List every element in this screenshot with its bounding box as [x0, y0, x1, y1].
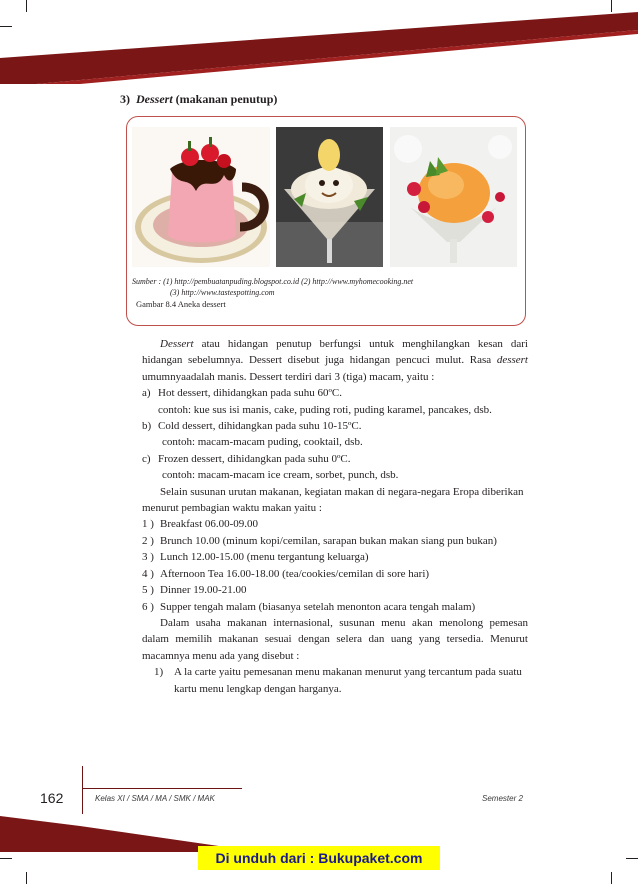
dessert-photo-sundae: [276, 127, 383, 267]
menu-intro-paragraph: Dalam usaha makanan internasional, susunan menu akan menolong pemesan dalam memilih makanan sesuai dengan selera dan uang yang tersedia. Menurut macamnya menu ada yang disebut :: [142, 616, 528, 662]
meal-time-item: 1 ) Breakfast 06.00-09.00: [142, 518, 259, 531]
meal-time-item: 3 ) Lunch 12.00-15.00 (menu tergantung keluarga): [142, 551, 369, 564]
dessert-type-item: a) Hot dessert, dihidangkan pada suhu 60ºC.: [142, 387, 342, 400]
dessert-photo-frozen: [390, 127, 517, 267]
page-number: 162: [40, 790, 64, 806]
semester-label: Semester 2: [482, 794, 523, 803]
dessert-photo-pudding: [132, 127, 270, 267]
dessert-type-item: b) Cold dessert, dihidangkan pada suhu 10-15ºC.: [142, 420, 362, 433]
crop-mark: [611, 872, 612, 884]
meal-time-item: 6 ) Supper tengah malam (biasanya setelah menonton acara tengah malam): [142, 600, 476, 613]
book-title: Kelas XI / SMA / MA / SMK / MAK: [95, 794, 215, 803]
section-heading: 3) Dessert (makanan penutup): [120, 92, 278, 106]
body-text: [142, 336, 528, 697]
header-decoration: [0, 0, 638, 84]
figure-caption: Gambar 8.4 Aneka dessert: [136, 299, 226, 309]
crop-mark: [626, 858, 638, 859]
footer-rule: [82, 788, 242, 789]
crop-mark: [0, 858, 12, 859]
dessert-type-example: contoh: macam-macam puding, cooktail, dsb.: [162, 436, 363, 449]
meal-time-item: 5 ) Dinner 19.00-21.00: [142, 584, 247, 597]
footer-divider: [82, 766, 83, 814]
menu-type-item: 1) A la carte yaitu pemesanan menu makanan menurut yang tercantum pada suatu kartu menu lengkap dengan harganya.: [154, 666, 522, 695]
dessert-type-item: c) Frozen dessert, dihidangkan pada suhu 0ºC.: [142, 452, 351, 465]
meal-time-item: 4 ) Afternoon Tea 16.00-18.00 (tea/cookies/cemilan di sore hari): [142, 567, 430, 580]
download-banner[interactable]: Di unduh dari : Bukupaket.com: [198, 846, 440, 870]
intro-paragraph: Dessert atau hidangan penutup berfungsi untuk menghilangkan kesan dari hidangan sebelumnya. Dessert disebut juga hidangan pencuci mulut. Rasa dessert umumnyaadalah manis. Dessert terdiri dari 3 (tiga) macam, yaitu :: [142, 338, 528, 383]
meal-intro-paragraph: Selain susunan urutan makanan, kegiatan makan di negara-negara Eropa diberikan menurut pembagian waktu makan yaitu :: [142, 485, 524, 515]
meal-time-item: 2 ) Brunch 10.00 (minum kopi/cemilan, sarapan bukan makan siang pun bukan): [142, 534, 497, 547]
dessert-type-example: contoh: macam-macam ice cream, sorbet, punch, dsb.: [162, 469, 399, 482]
dessert-type-example: contoh: kue sus isi manis, cake, puding roti, puding karamel, pancakes, dsb.: [158, 403, 492, 416]
crop-mark: [26, 872, 27, 884]
figure-source: Sumber : (1) http://pembuatanpuding.blogspot.co.id (2) http://www.myhomecooking.net (3) http://www.tastespotting.com: [132, 277, 414, 297]
